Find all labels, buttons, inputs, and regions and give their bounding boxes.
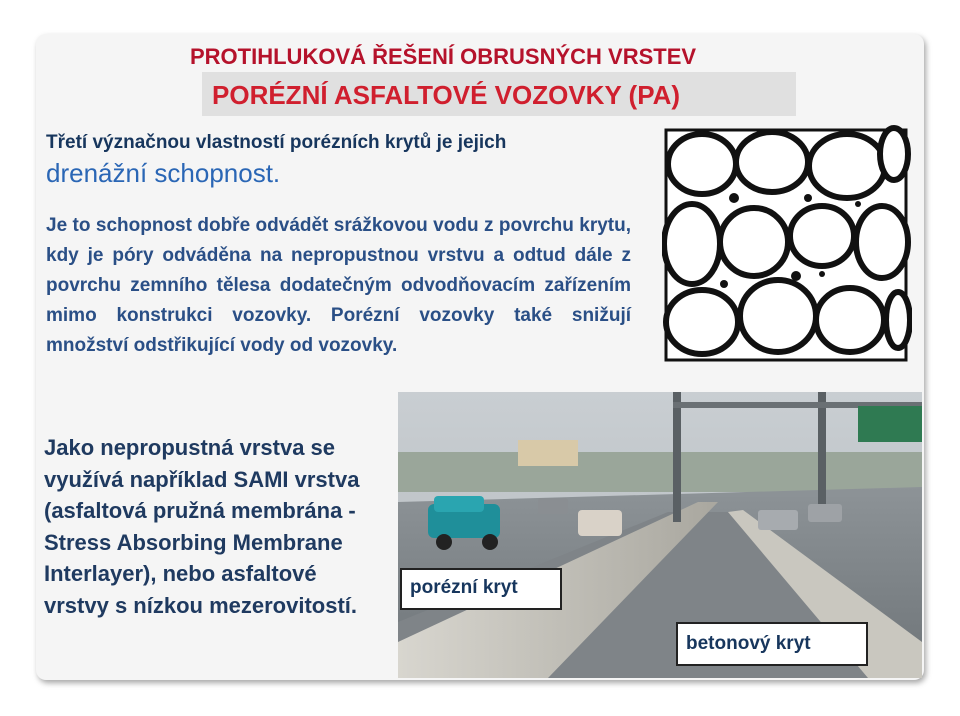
sami-paragraph: Jako nepropustná vrstva se využívá například SAMI vrstva (asfaltová pružná membrána - Stress Absorbing Membrane Interlayer), nebo asfaltové vrstvy s nízkou mezerovitostí. [44,435,360,618]
intro-text [46,130,636,190]
porous-label: porézní kryt [400,568,562,610]
concrete-label: betonový kryt [676,622,868,666]
intro-line-1: Třetí význačnou vlastností porézních krytů je jejich [46,132,507,153]
slide-subtitle: PORÉZNÍ ASFALTOVÉ VOZOVKY (PA) [212,80,681,110]
intro-line-2: drenážní schopnost. [46,158,281,188]
porous-structure-diagram [662,124,912,364]
drainage-paragraph: Je to schopnost dobře odvádět srážkovou vodu z povrchu krytu, kdy je póry odváděna na nepropustnou vrstvu a odtud dále z povrchu zemního tělesa dodatečným odvodňovacím zařízením mimo konstrukci vozovky. Porézní vozovky také snižují množství odstřikující vody od vozovky. [46,215,631,356]
slide-title: PROTIHLUKOVÁ ŘEŠENÍ OBRUSNÝCH VRSTEV [190,44,697,69]
